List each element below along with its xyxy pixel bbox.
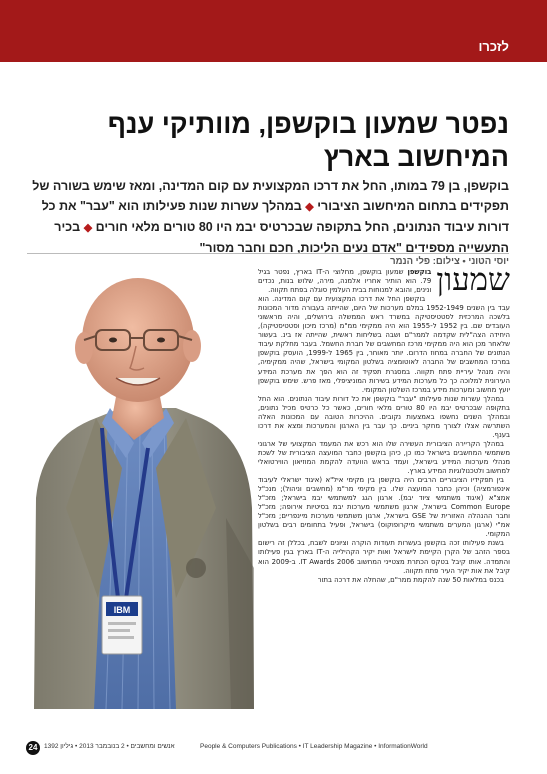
footer-issue-info: אנשים ומחשבים • 2 בנובמבר 2013 • גיליון 1392 — [44, 743, 175, 750]
dropcap-first-name: שמעון — [436, 268, 510, 298]
headline — [39, 108, 509, 174]
article-paragraph-2: בוקשפן החל את דרכו המקצועית עם קום המדינה. הוא עבד בין השנים 1952-1949 במלם מערכות של היום, שהייתה בעבורה מדור המכונות בלשכה המרכזית לסטטיסטיקה במשרד ראש הממשלה בירושלים, והיה מראשוני העובדים שם. בין 1952 ל-1955 הוא היה ממקימי ממ"מ (מרכז מיכון וסטטיסטיקה), היחידה הצה"לית שקדמה לממר"ם ושבה בשליחות ראשית, שהייתה אז בינ. בעשור שלאחר מכן הוא היה ממקימי מרכז המחשבים של חברת החשמל. בעבר מחלקת עיבוד הנתונים של החברה במחוז הדרום. יותר מאוחר, בין 1965 ל-1999, הועסק בוקשפן במרכז המחשבים של החברה לאוטומציה בשלטון המקומי בישראל, שהיה ממקימיה, והיה מנהל עיריית פתח תקווה. במסגרת תפקיד זה הוא הפך את מערכת המידע העירונית למלוכה כך כל מערכות המידע בשירות המוניציפלי, מאז פרש. שימש בוקשפן יועץ מחשוב ומערכות מידע במרכז השלטון המקומי. — [258, 295, 510, 394]
article-paragraph-1-text: שמעון בוקשפן, מחלוצי ה-IT בארץ, נפטר בגיל 79. הוא הותיר אחריו אלמנה, מירה, שלוש בנות, נכדים ונינים, והובא למנוחות בבית העלמין סוגלה בפתח תקווה. — [258, 268, 432, 295]
subhead-part-2: במהלך עשרות שנות פעילותו הוא "עבר" את כל דורות עיבוד הנתונים, החל בתקופה שבכרטיס יבמ היו 80 טורים מלאי חורים — [41, 199, 509, 234]
page-number: 24 — [26, 741, 40, 755]
article-paragraph-4: במהלך הקריירה הציבורית העשירה שלו הוא רכש את המעמד המקצועי של ארגוני משתמשי המחשבים בישראל כמו כן, כיהן בוקשפן כחבר המועצה הציבורית של לשכת מנהלי מערכות המידע בישראל, ועמד בראש הוועדה להקמת המוזיאון הווירטואלי למחשוב ולטכנולוגיות המידע בארץ. — [258, 439, 510, 476]
credit-divider — [27, 253, 509, 254]
article-paragraph-7: בכנס במלאות 50 שנה להקמת ממר"ם, שהחלה את דרכה בתור — [317, 575, 504, 584]
section-header-bar — [0, 0, 547, 62]
subhead-part-3: בכיר התעשייה מספידים "אדם נעים הליכות, חכם וחבר מסור" — [54, 220, 509, 255]
portrait-illustration — [26, 268, 254, 709]
headline-line-1: נפטר שמעון בוקשפן, מוותיקי ענף — [107, 109, 509, 139]
badge-code: IBM — [113, 605, 131, 615]
page-footer — [0, 737, 547, 757]
subheadline — [27, 176, 509, 258]
portrait-photo — [26, 268, 254, 709]
section-label: לזכרו — [478, 39, 509, 54]
byline-credit: יוסי הטוני • צילום: פלי הנמר — [390, 256, 509, 267]
lead-surname: בוקשפן — [407, 268, 432, 276]
headline-line-2: המיחשוב בארץ — [323, 142, 509, 172]
footer-publications: People & Computers Publications • IT Leadership Magazine • InformationWorld — [200, 743, 428, 750]
article-paragraph-6: בשנת פעילותו זכה בוקשפן בעשרות תעודות הוקרה וציונים לשבח, בכללן זה רישום בספר הזהב של הקרן הקיימת לישראל ואות יקיר הקהילייה ה-IT בארץ בגין פעילותו והתמדה. אותו קיבל בטקס הכתרת מצטייני המחשוב IT Awards 2006. ב-2009 הוא קיבל את אות יקיר העיר פתח תקווה. — [258, 539, 510, 575]
article-paragraph-3: במהלך עשרות שנות פעילותו "עבר" בוקשפן את כל דורות עיבוד הנתונים. הוא החל בתקופה שבכרטיס יבמ היו 80 טורים מלאי חורים, כאשר כל כרטיס מכיל נתונים, ובמהלך השנים נחשפו באמצעות נקובים. ההיכרות הטובה עם המכונות האלה השתרשה אצלו לצורך מחקר ביניים. כך עבר בין הארגון והמערכות ומצא את דרכו בענף. — [258, 394, 510, 439]
subhead-part-1: בוקשפן, בן 79 במותו, החל את דרכו המקצועית עם קום המדינה, ומאז שימש בשורה של תפקידים בתחום המיחשוב הציבורי — [32, 179, 509, 213]
article-body — [258, 268, 510, 713]
article-paragraph-5: בין תפקידיו הציבוריים הרבים היה בוקשפן בין מקימי איל"א (איגוד ישראלי לעיבוד אינפורמציה) וכיהן כחבר המועצה שלו. בין מקימי מר"מ (מחשבים וניהול); מנכ"ל אמצ"א (איגוד משתמשי ציוד יבמ). ארגון הגג למשתמשי יבמ בישראל; מזכ"ל Common Europe בישראל, ארגון משתמשי מערכות יבמ בסיטיות אירופה; מזכ"ל וחבר ההנהלה האזורית של GSE בישראל, ארגון משתמשי מערכות מיינפריים; מזכ"ל אמ"י (ארגון המערים משתמשי מיקרופוקוס) בישראל, ופעיל בתחומים רבים בשלטון המקומי. — [258, 476, 510, 539]
diamond-bullet-icon: ◆ — [83, 222, 93, 234]
diamond-bullet-icon: ◆ — [305, 201, 314, 213]
